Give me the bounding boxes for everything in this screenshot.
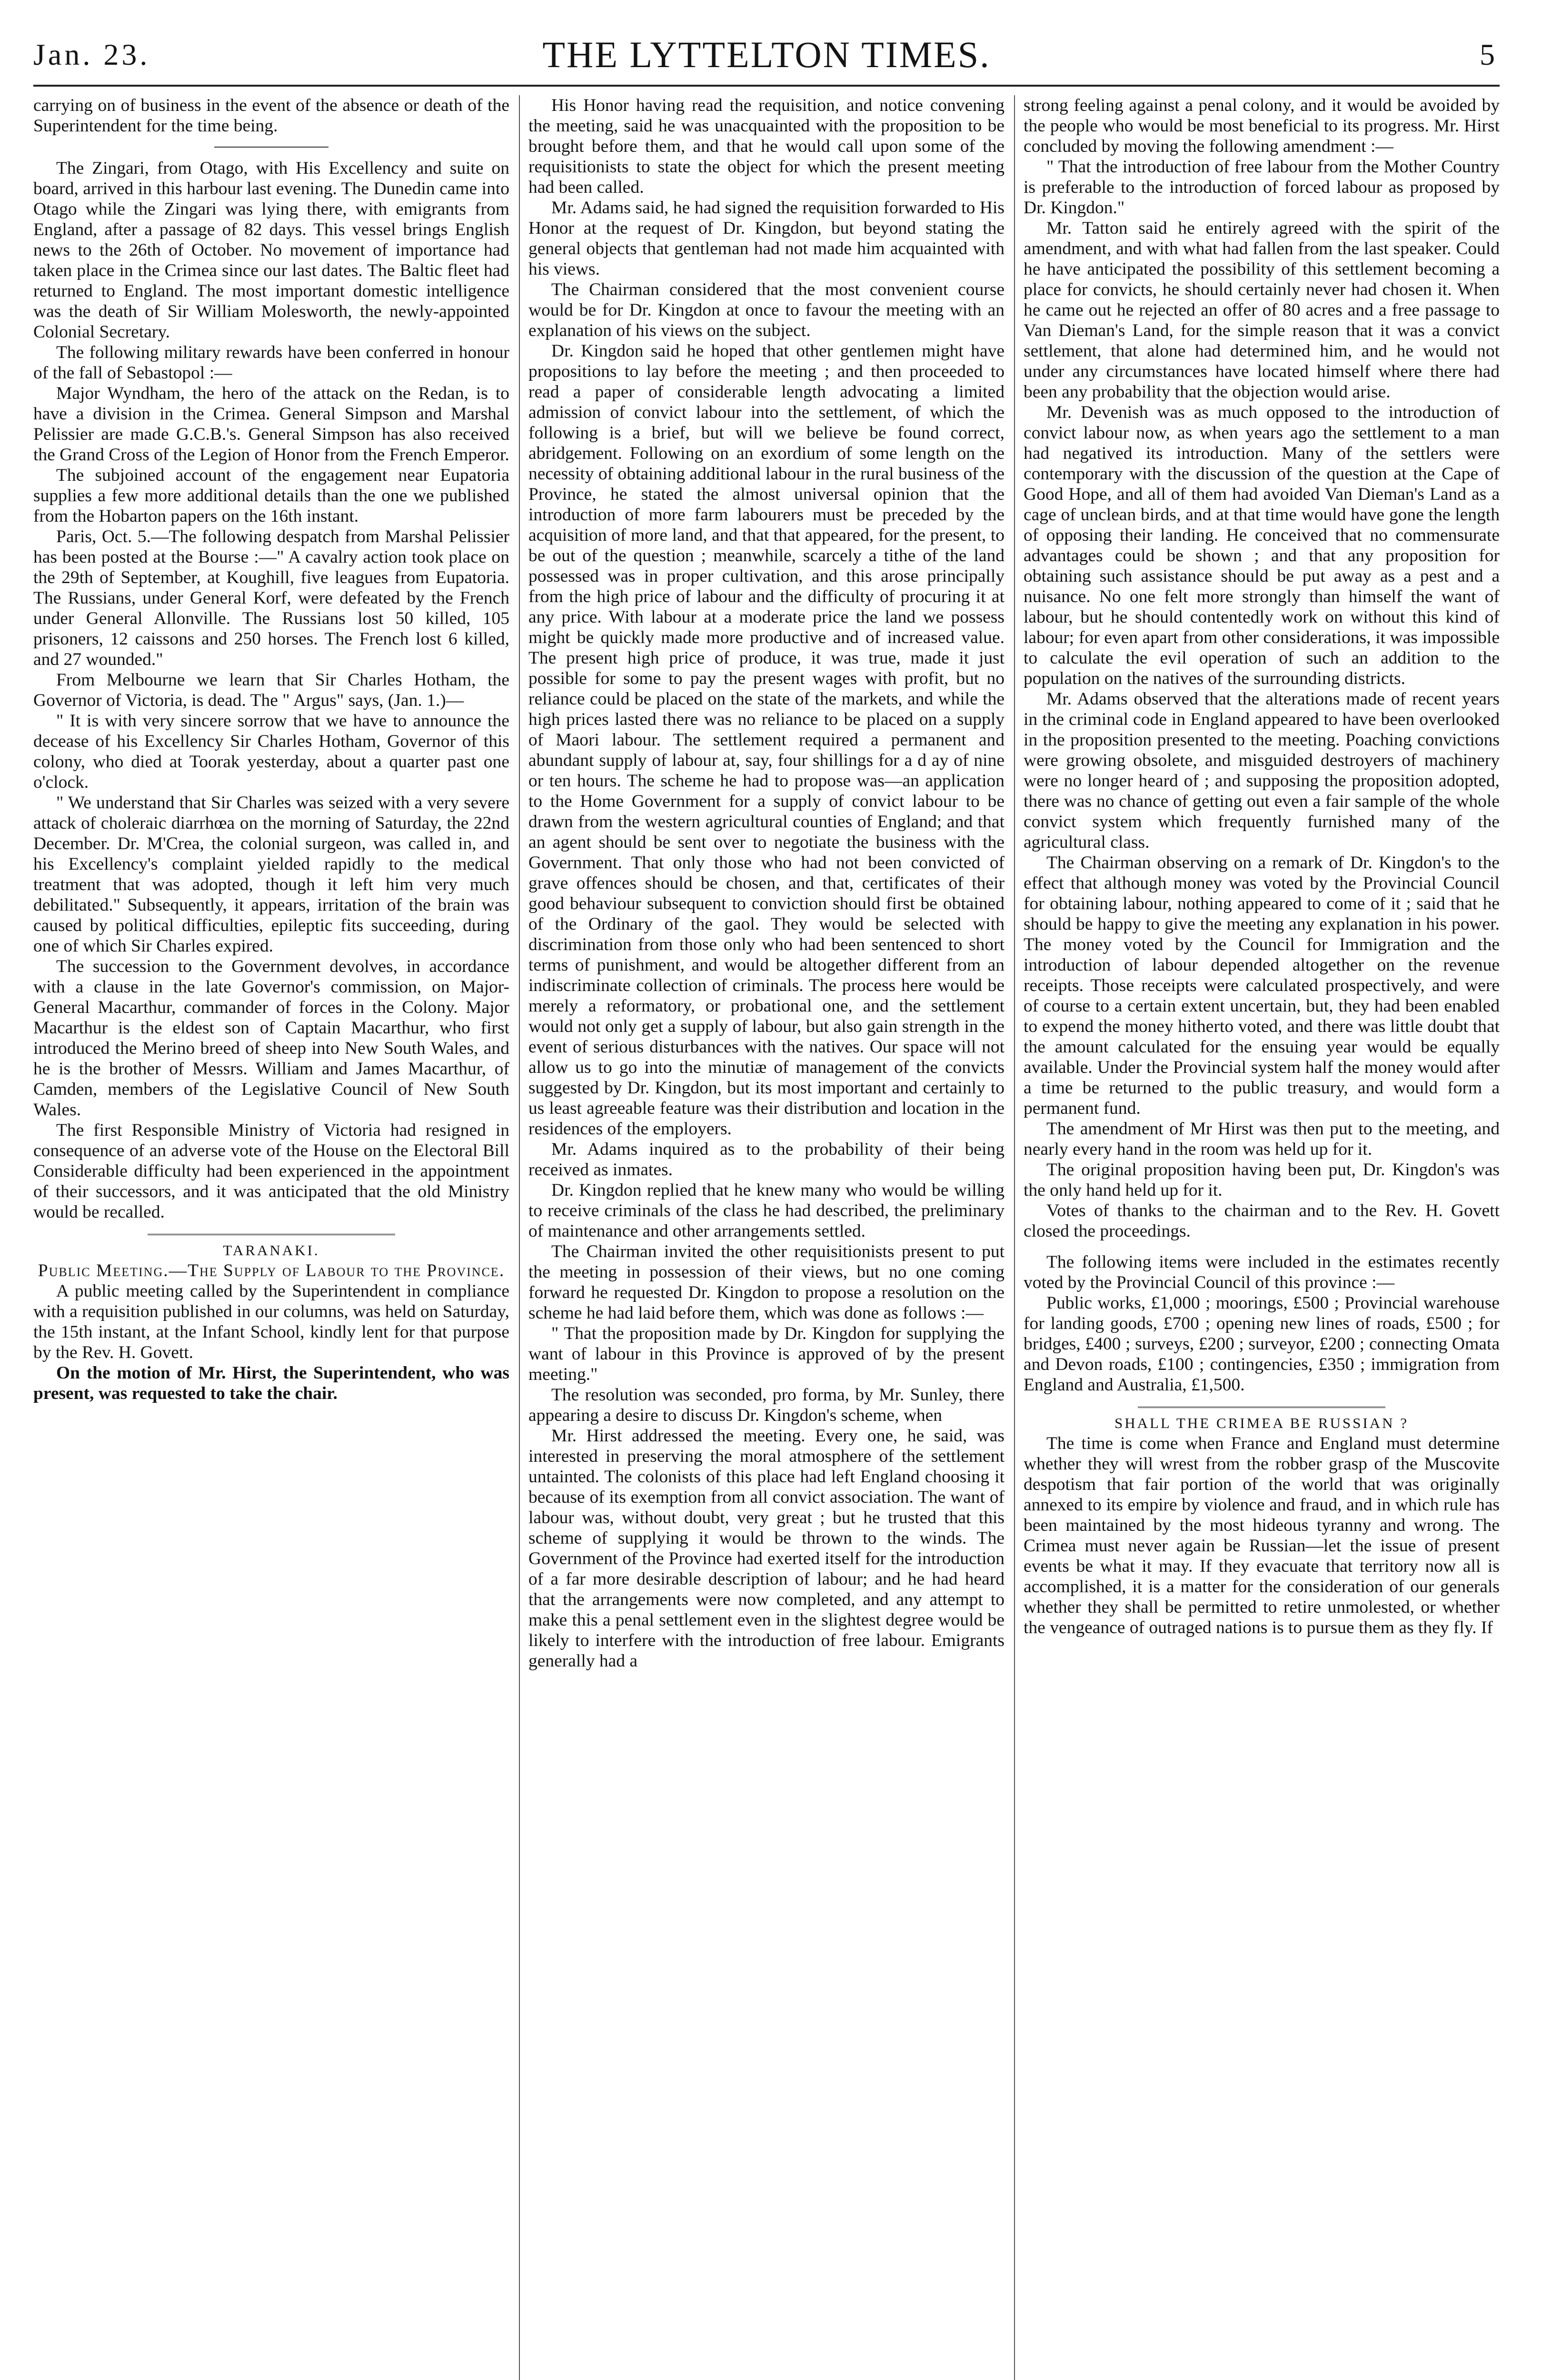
paragraph: " It is with very sincere sorrow that we have to announce the decease of his Excellency Sir Charles Hotham, Governor of this colony, who died at Toorak yesterday, about a quarter past one o'clock. [33,711,509,792]
column-3 [1024,95,1500,2380]
paragraph: strong feeling against a penal colony, and it would be avoided by the people who would be most beneficial to its progress. Mr. Hirst concluded by moving the following amendment :— [1024,96,1500,156]
paragraph: On the motion of Mr. Hirst, the Superintendent, who was present, was requested to take the chair. [33,1363,509,1403]
paragraph: The following military rewards have been conferred in honour of the fall of Sebastopol :— [33,343,509,383]
section-heading: TARANAKI. [223,1242,320,1259]
masthead [33,29,1500,81]
section-divider [1138,1407,1385,1408]
section-divider [148,1234,395,1235]
section-heading: SHALL THE CRIMEA BE RUSSIAN ? [1114,1415,1409,1431]
paragraph: Mr. Adams inquired as to the probability of their being received as inmates. [528,1140,1005,1180]
page-number: 5 [1480,38,1495,71]
paragraph: The amendment of Mr Hirst was then put to the meeting, and nearly every hand in the room was held up for it. [1024,1119,1500,1159]
paragraph: Votes of thanks to the chairman and to the Rev. H. Govett closed the proceedings. [1024,1201,1500,1241]
paragraph: The following items were included in the estimates recently voted by the Provincial Council of this province :— [1024,1252,1500,1292]
paragraph: " We understand that Sir Charles was seized with a very severe attack of choleraic diarrhœa on the morning of Saturday, the 22nd December. Dr. M'Crea, the colonial surgeon, was called in, and his Excellency's complaint yielded rapidly to the medical treatment that was adopted, though it left him very much debilitated." Subsequently, it appears, irritation of the brain was caused by political difficulties, epileptic fits succeeding, during one of which Sir Charles expired. [33,793,509,956]
paragraph: Dr. Kingdon replied that he knew many who would be willing to receive criminals of the class he had described, the preliminary of maintenance and other arrangements settled. [528,1180,1005,1241]
paragraph: From Melbourne we learn that Sir Charles Hotham, the Governor of Victoria, is dead. The " Argus" says, (Jan. 1.)— [33,670,509,710]
paragraph: Mr. Adams said, he had signed the requisition forwarded to His Honor at the request of Dr. Kingdon, but beyond stating the general objects that gentleman had not made him acquainted with his views. [528,198,1005,279]
paragraph: His Honor having read the requisition, and notice convening the meeting, said he was unacquainted with the proposition to be brought before them, and that he would call upon some of the requisitionists to state the object for which the present meeting had been called. [528,96,1005,197]
paragraph: Mr. Devenish was as much opposed to the introduction of convict labour now, as when years ago the settlement to a man had negatived its introduction. Many of the settlers were contemporary with the discussion of the question at the Cape of Good Hope, and all of them had avoided Van Dieman's Land as a cage of unclean birds, and at that time would have gone the length of opposing their landing. He conceived that no commensurate advantages could be shown ; and that any proposition for obtaining such assistance should be put away as a pest and a nuisance. No one felt more strongly than himself the want of labour, but he should contentedly work on without this kind of labour; for even apart from other considerations, it was impossible to calculate the evil operation of such an addition to the population on the natives of the surrounding districts. [1024,403,1500,688]
paragraph: " That the introduction of free labour from the Mother Country is preferable to the introduction of forced labour as proposed by Dr. Kingdon." [1024,157,1500,218]
section-subheading: Public Meeting.—The Supply of Labour to the Province. [38,1261,505,1280]
paragraph: Paris, Oct. 5.—The following despatch from Marshal Pelissier has been posted at the Bourse :—" A cavalry action took place on the 29th of September, at Koughill, five leagues from Eupatoria. The Russians, under General Korf, were defeated by the French under General Allonville. The Russians lost 50 killed, 105 prisoners, 12 caissons and 250 horses. The French lost 6 killed, and 27 wounded." [33,527,509,669]
column-divider [519,95,520,2380]
paragraph: Mr. Tatton said he entirely agreed with the spirit of the amendment, and with what had fallen from the last speaker. Could he have anticipated the possibility of this settlement becoming a place for convicts, he should certainly never had chosen it. When he came out he rejected an offer of 80 acres and a free passage to Van Dieman's Land, for the simple reason that it was a convict settlement, that alone had determined him, and he would not under any circumstances have located himself where there had been any probability that the objection would arise. [1024,218,1500,402]
paragraph: Dr. Kingdon said he hoped that other gentlemen might have propositions to lay before the meeting ; and then proceeded to read a paper of considerable length advocating a limited admission of convict labour into the settlement, of which the following is a brief, but will we believe be found correct, abridgement. Following on an exordium of some length on the necessity of obtaining additional labour in the rural business of the Province, he stated the almost universal opinion that the introduction of more farm labourers must be preceded by the acquisition of more land, and that that appeared, for the present, to be out of the question ; meanwhile, scarcely a tithe of the land possessed was in proper cultivation, and this arose principally from the high price of labour and the difficulty of procuring it at any price. With labour at a moderate price the land we possess might be quickly made more productive and of increased value. The present high price of produce, it was true, made it just possible for some to pay the present wages with profit, but no reliance could be placed on the state of the markets, and while the high prices lasted there was no reliance to be placed on a supply of Maori labour. The settlement required a permanent and abundant supply of labour at, say, four shillings for a d ay of nine or ten hours. The scheme he had to propose was—an application to the Home Government for a supply of convict labour to be drawn from the western agricultural counties of England; and that an agent should be sent over to negotiate the business with the Government. That only those who had not been convicted of grave offences should be chosen, and that, certificates of their good behaviour subsequent to conviction should first be obtained of the Ordinary of the gaol. They would be selected with discrimination from those only who had been sentenced to short terms of punishment, and would be altogether different from an indiscriminate collection of criminals. The process here would be merely a reformatory, or probational one, and the settlement would not only get a supply of labour, but also gain strength in the event of serious disturbances with the natives. Our space will not allow us to go into the minutiæ of management of the convicts suggested by Dr. Kingdon, but its most important and certainly to us least agreeable feature was their distribution and location in the residences of the employers. [528,341,1005,1139]
paragraph: Mr. Hirst addressed the meeting. Every one, he said, was interested in preserving the moral atmosphere of the settlement untainted. The colonists of this place had left England choosing it because of its exemption from all convict association. The want of labour was, without doubt, very great ; but he trusted that this scheme of supplying it would be thrown to the winds. The Government of the Province had exerted itself for the introduction of a far more desirable description of labour; and he had heard that the arrangements were now completed, and any attempt to make this a penal settlement even in the slightest degree would be likely to interfere with the introduction of free labour. Emigrants generally had a [528,1426,1005,1671]
newspaper-title: THE LYTTELTON TIMES. [542,34,991,75]
divider [214,147,328,148]
column-1 [33,95,509,2380]
paragraph: carrying on of business in the event of the absence or death of the Superintendent for the time being. [33,96,509,136]
paragraph: " That the proposition made by Dr. Kingdon for supplying the want of labour in this Province is approved of by the present meeting." [528,1324,1005,1384]
column-2 [528,95,1005,2380]
paragraph: The time is come when France and England must determine whether they will wrest from the robber grasp of the Muscovite despotism that fair portion of the world that was originally annexed to its empire by violence and fraud, and in which rule has been maintained by the most hideous tyranny and wrong. The Crimea must never again be Russian—let the issue of present events be what it may. If they evacuate that territory now all is accomplished, it is a matter for the consideration of our generals whether they shall be permitted to retire unmolested, or whether the vengeance of outraged nations is to pursue them as they fly. If [1024,1434,1500,1637]
masthead-rule [33,85,1500,87]
paragraph: The succession to the Government devolves, in accordance with a clause in the late Governor's commission, on Major-General Macarthur, commander of forces in the Colony. Major Macarthur is the eldest son of Captain Macarthur, who first introduced the Merino breed of sheep into New South Wales, and he is the brother of Messrs. William and James Macarthur, of Camden, members of the Legislative Council of New South Wales. [33,957,509,1120]
paragraph: A public meeting called by the Superintendent in compliance with a requisition published in our columns, was held on Saturday, the 15th instant, at the Infant School, kindly lent for that purpose by the Rev. H. Govett. [33,1281,509,1362]
paragraph: The Chairman observing on a remark of Dr. Kingdon's to the effect that although money was voted by the Provincial Council for obtaining labour, nothing appeared to come of it ; said that he should be happy to give the meeting any explanation in his power. The money voted by the Council for Immigration and the introduction of labour depended altogether on the revenue receipts. Those receipts were calculated prospectively, and were of course to a certain extent uncertain, but, they had been enabled to expend the money hitherto voted, and there was little doubt that the amount calculated for the ensuing year would be equally available. Under the Provincial system half the money would after a time be returned to the public treasury, and would form a permanent fund. [1024,853,1500,1118]
paragraph: The Chairman invited the other requisitionists present to put the meeting in possession of their views, but no one coming forward he requested Dr. Kingdon to propose a resolution on the scheme he had laid before them, which was done as follows :— [528,1242,1005,1323]
paragraph: The original proposition having been put, Dr. Kingdon's was the only hand held up for it. [1024,1160,1500,1200]
paragraph: Major Wyndham, the hero of the attack on the Redan, is to have a division in the Crimea. General Simpson and Marshal Pelissier are made G.C.B.'s. General Simpson has also received the Grand Cross of the Legion of Honor from the French Emperor. [33,384,509,465]
paragraph: The Chairman considered that the most convenient course would be for Dr. Kingdon at once to favour the meeting with an explanation of his views on the subject. [528,280,1005,340]
column-divider [1014,95,1015,2380]
paragraph: Mr. Adams observed that the alterations made of recent years in the criminal code in England appeared to have been overlooked in the proposition presented to the meeting. Poaching convictions were growing obsolete, and misguided destroyers of machinery were no longer heard of ; and supposing the proposition adopted, there was no chance of getting out even a fair sample of the whole convict system which frequently furnished many of the agricultural class. [1024,689,1500,852]
paragraph: The subjoined account of the engagement near Eupatoria supplies a few more additional details than the one we published from the Hobarton papers on the 16th instant. [33,466,509,526]
issue-date: Jan. 23. [33,38,150,71]
paragraph: The resolution was seconded, pro forma, by Mr. Sunley, there appearing a desire to discuss Dr. Kingdon's scheme, when [528,1385,1005,1425]
paragraph: The first Responsible Ministry of Victoria had resigned in consequence of an adverse vote of the House on the Electoral Bill Considerable difficulty had been experienced in the appointment of their successors, and it was anticipated that the old Ministry would be recalled. [33,1121,509,1222]
paragraph: Public works, £1,000 ; moorings, £500 ; Provincial warehouse for landing goods, £700 ; opening new lines of roads, £500 ; for bridges, £400 ; surveys, £200 ; surveyor, £200 ; connecting Omata and Devon roads, £100 ; contingencies, £350 ; immigration from England and Australia, £1,500. [1024,1293,1500,1395]
paragraph: The Zingari, from Otago, with His Excellency and suite on board, arrived in this harbour last evening. The Dunedin came into Otago while the Zingari was lying there, with emigrants from England, after a passage of 82 days. This vessel brings English news to the 26th of October. No movement of importance had taken place in the Crimea since our last dates. The Baltic fleet had returned to England. The most important domestic intelligence was the death of Sir William Molesworth, the newly-appointed Colonial Secretary. [33,159,509,342]
